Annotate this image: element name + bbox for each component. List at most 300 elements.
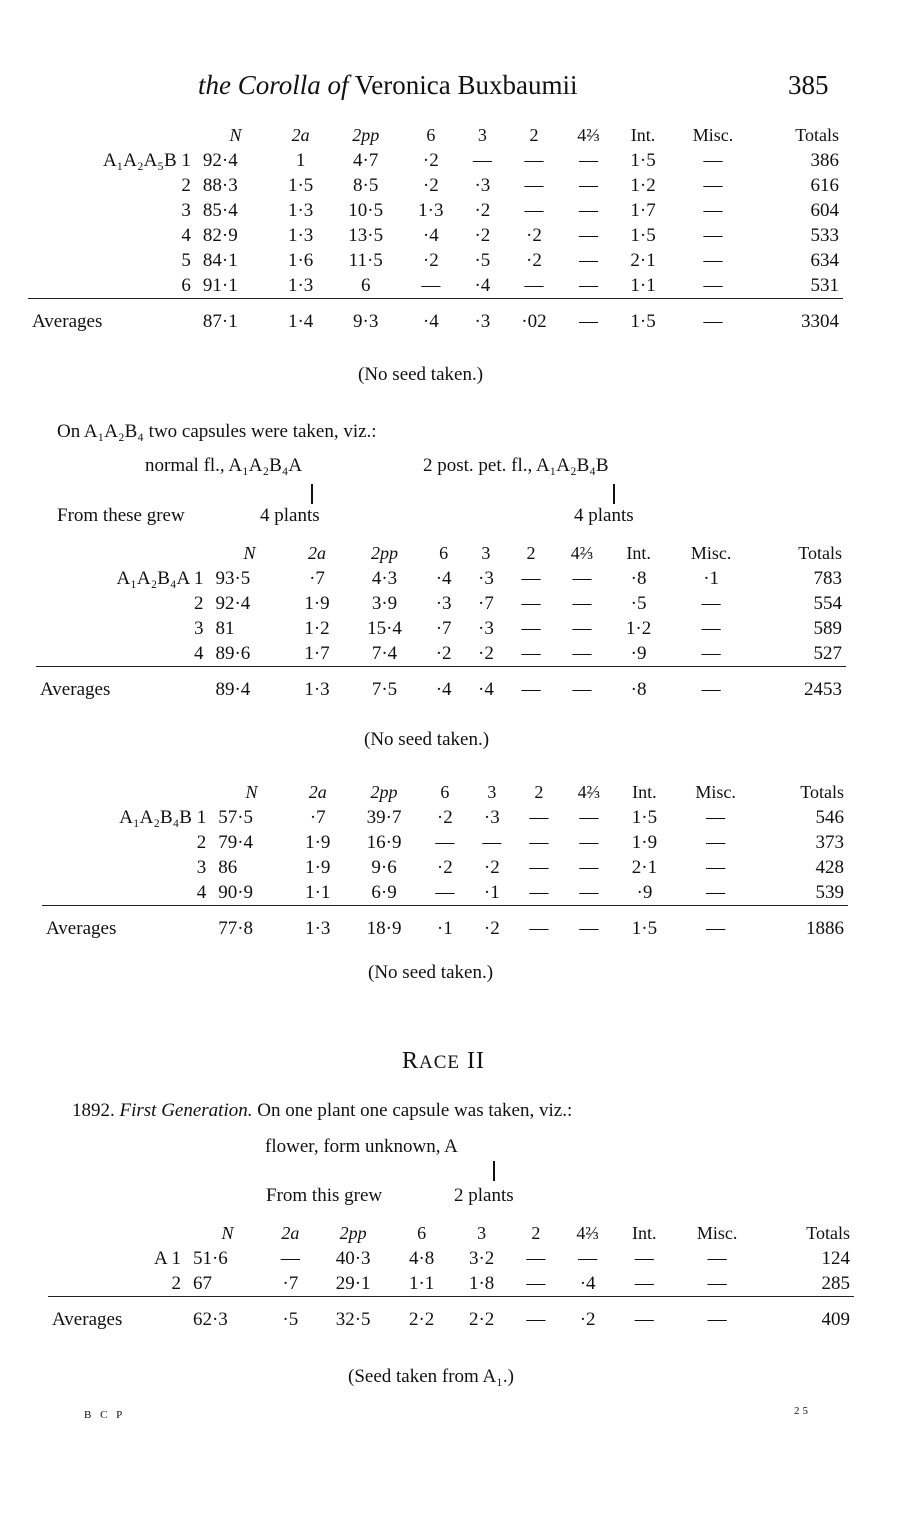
table-cell: — — [578, 224, 598, 246]
table-cell: 13·5 — [348, 224, 384, 246]
table-cell: 1·5 — [287, 174, 314, 196]
table-cell: — — [703, 249, 723, 271]
table-cell: — — [529, 806, 549, 828]
table-cell: 1·1 — [630, 274, 656, 296]
row-number: 6 — [181, 274, 191, 296]
table-cell: ·2 — [422, 249, 439, 271]
table-row — [42, 830, 848, 855]
table-cell: — — [706, 831, 726, 853]
table-cell: ·7 — [478, 592, 494, 614]
header-row — [36, 541, 846, 566]
data-table-a1a2b4b — [42, 780, 848, 941]
average-cell: 32·5 — [315, 1297, 392, 1333]
table-cell: — — [703, 174, 723, 196]
table-cell: 79·4 — [218, 831, 254, 853]
running-title — [198, 70, 577, 101]
plant-label: A₁A₂B₄B — [119, 806, 192, 828]
row-label — [28, 198, 199, 223]
table-cell: — — [703, 149, 723, 171]
table-cell: 1·5 — [630, 149, 656, 171]
table-row — [36, 591, 846, 616]
table-cell: — — [529, 881, 549, 903]
table-cell: 533 — [810, 224, 839, 246]
row-label — [42, 880, 214, 906]
table-cell: — — [707, 1247, 727, 1269]
plant-label: A₁A₂A₅B — [102, 149, 177, 171]
table-cell: ·1 — [483, 881, 500, 903]
row-number: 5 — [181, 249, 191, 271]
table-row — [28, 198, 843, 223]
column-header: Int. — [632, 1223, 657, 1243]
average-cell: 1·4 — [272, 299, 329, 335]
table-cell: 90·9 — [218, 881, 254, 903]
race-intro — [72, 1100, 572, 1122]
column-header: 4⅔ — [577, 782, 601, 802]
row-label — [28, 173, 199, 198]
left-plants: 4 plants — [260, 505, 320, 526]
average-cell: — — [515, 906, 562, 942]
table-cell: 15·4 — [367, 617, 402, 639]
table1-note: (No seed taken.) — [358, 364, 484, 385]
table-cell: 16·9 — [366, 831, 402, 853]
column-header: 6 — [439, 543, 449, 563]
row-number: 1 — [196, 806, 207, 828]
table-cell: 1·3 — [418, 199, 444, 221]
average-cell: 1·5 — [615, 906, 673, 942]
table-cell: — — [701, 642, 721, 664]
column-header: 2pp — [352, 125, 380, 145]
column-header: Totals — [800, 782, 844, 802]
column-header: 2 — [534, 782, 544, 802]
race-flower: flower, form unknown, A — [265, 1136, 458, 1157]
row-label — [36, 641, 211, 667]
table-cell: ·2 — [526, 249, 542, 271]
table-cell: ·2 — [483, 856, 500, 878]
table-cell: — — [529, 856, 549, 878]
header-row — [48, 1221, 854, 1246]
table-cell: 539 — [815, 881, 844, 903]
column-header: Totals — [795, 125, 839, 145]
average-cell: — — [672, 299, 755, 335]
table-cell: — — [701, 592, 721, 614]
column-header: 6 — [426, 125, 436, 145]
table-cell: 1·2 — [625, 617, 652, 639]
average-cell: 3304 — [754, 299, 843, 335]
table-cell: — — [524, 199, 544, 221]
column-header: Misc. — [695, 782, 736, 802]
table-row — [36, 566, 846, 591]
column-header: N — [245, 782, 258, 802]
table-cell: — — [572, 642, 592, 664]
column-header: N — [243, 543, 256, 563]
average-cell: 1·5 — [615, 299, 672, 335]
table-row — [42, 880, 848, 906]
table-cell: 84·1 — [202, 249, 238, 271]
table-cell: 91·1 — [202, 274, 238, 296]
table-cell: — — [526, 1247, 546, 1269]
column-header: Misc. — [692, 125, 734, 145]
table-cell: 67 — [192, 1272, 212, 1294]
table-cell: 92·4 — [215, 592, 251, 614]
data-table-a1a2b4a — [36, 541, 846, 702]
right-plants: 4 plants — [574, 505, 634, 526]
table-row — [28, 273, 843, 299]
table-cell: — — [579, 856, 599, 878]
column-header: 2 — [526, 543, 536, 563]
data-table-race2 — [48, 1221, 854, 1332]
table-cell: 1·2 — [630, 174, 656, 196]
table-cell: 57·5 — [218, 806, 254, 828]
average-cell: ·3 — [459, 299, 505, 335]
table-cell: — — [529, 831, 549, 853]
table-cell: 89·6 — [215, 642, 251, 664]
header-blank — [36, 541, 211, 566]
table-cell: — — [521, 567, 541, 589]
table-cell: 4·7 — [353, 149, 379, 171]
table-row — [28, 148, 843, 173]
row-number: 2 — [181, 174, 191, 196]
row-label — [42, 830, 214, 855]
table-cell: ·2 — [435, 642, 452, 664]
table-cell: — — [578, 1247, 598, 1269]
table-cell: — — [703, 224, 723, 246]
page-number: 385 — [788, 70, 829, 100]
average-cell: ·4 — [402, 299, 459, 335]
row-number: 1 — [181, 149, 191, 171]
title-italic: the Corolla of — [198, 70, 349, 100]
averages-row — [48, 1297, 854, 1333]
table-cell: ·4 — [435, 567, 452, 589]
table-cell: — — [526, 1272, 546, 1294]
table-cell: 82·9 — [202, 224, 238, 246]
table-cell: 1 — [295, 149, 306, 171]
table-cell: — — [524, 274, 544, 296]
average-cell: ·4 — [423, 667, 465, 703]
row-label — [28, 248, 199, 273]
table-cell: ·2 — [422, 174, 439, 196]
table-cell: — — [703, 274, 723, 296]
capsule-right-label: 2 post. pet. fl., A₁A₂B₄B — [423, 455, 609, 476]
table-cell: — — [524, 174, 544, 196]
row-number: 4 — [181, 224, 191, 246]
table-cell: 9·6 — [371, 856, 397, 878]
table-cell: 10·5 — [348, 199, 384, 221]
table-row — [48, 1246, 854, 1271]
table-cell: 88·3 — [202, 174, 238, 196]
averages-label: Averages — [42, 906, 214, 942]
plant-label: A₁A₂B₄A — [116, 567, 190, 589]
average-cell: ·2 — [560, 1297, 615, 1333]
table-cell: ·4 — [579, 1272, 596, 1294]
column-header: N — [221, 1223, 234, 1243]
table-cell: 6·9 — [371, 881, 397, 903]
row-number: 2 — [171, 1272, 181, 1294]
race-heading-first: R — [402, 1048, 420, 1074]
table-cell: — — [578, 249, 598, 271]
lineage-line-left — [311, 484, 313, 504]
table-cell: 92·4 — [202, 149, 238, 171]
table-cell: 1·5 — [630, 224, 656, 246]
grew-label: From these grew — [57, 505, 185, 526]
column-header: 2a — [307, 543, 326, 563]
table-cell: 3·2 — [468, 1247, 495, 1269]
table-cell: — — [572, 567, 592, 589]
average-cell: — — [562, 299, 614, 335]
table-row — [36, 641, 846, 667]
average-cell: — — [555, 667, 609, 703]
table-cell: — — [472, 149, 492, 171]
table-cell: ·3 — [478, 617, 494, 639]
column-header: 3 — [487, 782, 497, 802]
table-cell: 1·6 — [287, 249, 314, 271]
table-cell: — — [578, 199, 598, 221]
race-heading-number: II — [460, 1048, 485, 1074]
table-cell: ·9 — [630, 642, 647, 664]
average-cell: 77·8 — [214, 906, 289, 942]
table-cell: ·2 — [474, 199, 491, 221]
table-cell: 1·5 — [631, 806, 658, 828]
table-cell: 616 — [810, 174, 839, 196]
header-row — [42, 780, 848, 805]
average-cell: — — [674, 1297, 761, 1333]
table4-note: (Seed taken from A₁.) — [348, 1366, 514, 1387]
table-row — [36, 616, 846, 641]
race-generation: First Generation. — [119, 1100, 253, 1121]
table-cell: — — [578, 149, 598, 171]
capsules-intro: On A₁A₂B₄ two capsules were taken, viz.: — [57, 421, 377, 442]
table-cell: — — [701, 617, 721, 639]
average-cell: ·4 — [465, 667, 507, 703]
column-header: Int. — [632, 782, 657, 802]
average-cell: 2·2 — [392, 1297, 452, 1333]
table-cell: — — [707, 1272, 727, 1294]
column-header: 4⅔ — [570, 543, 594, 563]
table-cell: ·3 — [474, 174, 491, 196]
row-label — [28, 273, 199, 299]
column-header: 4⅔ — [577, 125, 600, 145]
table-cell: — — [435, 831, 455, 853]
row-label — [48, 1271, 189, 1297]
row-label — [36, 591, 211, 616]
average-cell: — — [562, 906, 615, 942]
table-cell: 1·9 — [305, 831, 331, 853]
average-cell: 87·1 — [199, 299, 272, 335]
table-cell: 1·3 — [287, 199, 314, 221]
row-label — [42, 805, 214, 830]
table-cell: — — [435, 881, 455, 903]
average-cell: 7·5 — [347, 667, 423, 703]
column-header: 2a — [308, 782, 327, 802]
column-header: Totals — [806, 1223, 850, 1243]
table-cell: 604 — [810, 199, 839, 221]
averages-label: Averages — [48, 1297, 189, 1333]
header-blank — [42, 780, 214, 805]
table-cell: 531 — [810, 274, 839, 296]
table-cell: ·3 — [478, 567, 494, 589]
table-cell: — — [706, 856, 726, 878]
average-cell: 1·3 — [287, 667, 346, 703]
average-cell: 89·4 — [211, 667, 287, 703]
row-number: 3 — [196, 856, 207, 878]
column-header: Int. — [630, 125, 656, 145]
table-cell: — — [572, 592, 592, 614]
table-cell: ·2 — [436, 806, 453, 828]
table-cell: 1·9 — [631, 831, 658, 853]
table-cell: — — [579, 806, 599, 828]
table-row — [42, 855, 848, 880]
table-cell: ·5 — [474, 249, 491, 271]
table-cell: — — [521, 592, 541, 614]
table-cell: 7·4 — [371, 642, 398, 664]
average-cell: ·02 — [505, 299, 562, 335]
column-header: Misc. — [696, 1223, 738, 1243]
average-cell: — — [507, 667, 555, 703]
table-cell: 2·1 — [630, 249, 656, 271]
column-header: 3 — [481, 543, 491, 563]
table-cell: 527 — [813, 642, 842, 664]
table-cell: 1·3 — [287, 224, 314, 246]
column-header: 2a — [281, 1223, 300, 1243]
table-cell: ·5 — [630, 592, 647, 614]
table-row — [28, 223, 843, 248]
table-cell: 85·4 — [202, 199, 238, 221]
row-label — [36, 566, 211, 591]
table-cell: ·2 — [474, 224, 491, 246]
table-cell: 428 — [815, 856, 844, 878]
average-cell: 2453 — [754, 667, 846, 703]
row-number: 4 — [196, 881, 207, 903]
table-cell: — — [280, 1247, 300, 1269]
table-cell: ·3 — [435, 592, 452, 614]
column-header: 2a — [291, 125, 310, 145]
table-cell: — — [706, 881, 726, 903]
column-header: 6 — [440, 782, 450, 802]
footer-signature: B C P — [84, 1409, 126, 1421]
table-cell: 86 — [218, 856, 238, 878]
table-cell: ·3 — [483, 806, 500, 828]
table-cell: — — [706, 806, 726, 828]
column-header: N — [229, 125, 242, 145]
data-table-a1a2a5b — [28, 123, 843, 334]
table-cell: ·7 — [309, 806, 326, 828]
table-cell: 8·5 — [353, 174, 379, 196]
row-label — [28, 148, 199, 173]
averages-row — [28, 299, 843, 335]
table3-note: (No seed taken.) — [368, 962, 494, 983]
table-cell: — — [521, 642, 541, 664]
table-cell: 1·7 — [630, 199, 656, 221]
average-cell: ·1 — [421, 906, 468, 942]
averages-row — [36, 667, 846, 703]
table-cell: 634 — [810, 249, 839, 271]
averages-row — [42, 906, 848, 942]
row-number: 4 — [193, 642, 204, 664]
average-cell: ·2 — [468, 906, 515, 942]
table-cell: 4·8 — [408, 1247, 435, 1269]
row-number: 3 — [193, 617, 204, 639]
table-row — [42, 805, 848, 830]
table-cell: 81 — [215, 617, 235, 639]
column-header: Totals — [798, 543, 842, 563]
table-cell: — — [524, 149, 544, 171]
footer-sheet-number: 25 — [794, 1405, 811, 1417]
table-cell: — — [572, 617, 592, 639]
table-cell: 51·6 — [192, 1247, 228, 1269]
race-plants: 2 plants — [454, 1185, 514, 1206]
plant-label: A — [154, 1247, 167, 1269]
table-cell: — — [579, 831, 599, 853]
averages-label: Averages — [36, 667, 211, 703]
table-cell: 40·3 — [335, 1247, 371, 1269]
column-header: 3 — [477, 125, 487, 145]
average-cell: 1·3 — [289, 906, 347, 942]
header-blank — [28, 123, 199, 148]
table-cell: 93·5 — [215, 567, 251, 589]
table-cell: 1·7 — [304, 642, 330, 664]
table-cell: 1·8 — [468, 1272, 495, 1294]
table-cell: 1·9 — [305, 856, 331, 878]
table-cell: ·2 — [478, 642, 494, 664]
row-label — [42, 855, 214, 880]
table-cell: 39·7 — [366, 806, 402, 828]
row-number: 3 — [181, 199, 191, 221]
average-cell: 409 — [761, 1297, 854, 1333]
title-plain: Veronica Buxbaumii — [348, 70, 578, 100]
average-cell: ·5 — [266, 1297, 315, 1333]
table-cell: — — [634, 1272, 654, 1294]
table-cell: 6 — [360, 274, 371, 296]
average-cell: ·8 — [609, 667, 668, 703]
race-grew: From this grew — [266, 1185, 383, 1206]
average-cell: 62·3 — [189, 1297, 266, 1333]
table-cell: 1·1 — [408, 1272, 435, 1294]
race-year: 1892. — [72, 1100, 115, 1121]
table-cell: 29·1 — [335, 1272, 371, 1294]
header-row — [28, 123, 843, 148]
table-cell: — — [521, 617, 541, 639]
averages-label: Averages — [28, 299, 199, 335]
row-number: 2 — [193, 592, 204, 614]
column-header: 3 — [477, 1223, 487, 1243]
table-cell: 1·1 — [305, 881, 331, 903]
table-cell: ·4 — [422, 224, 439, 246]
column-header: 2pp — [339, 1223, 367, 1243]
average-cell: — — [668, 667, 754, 703]
column-header: 2pp — [370, 782, 398, 802]
table-row — [28, 248, 843, 273]
table-cell: — — [482, 831, 502, 853]
average-cell: — — [615, 1297, 673, 1333]
table-row — [48, 1271, 854, 1297]
table-cell: — — [579, 881, 599, 903]
average-cell: — — [512, 1297, 561, 1333]
table-cell: — — [703, 199, 723, 221]
column-header: Int. — [626, 543, 651, 563]
capsule-left-label: normal fl., A₁A₂B₄A — [145, 455, 303, 476]
table-cell: 554 — [813, 592, 842, 614]
table-cell: ·9 — [636, 881, 653, 903]
table-cell: 1·9 — [304, 592, 330, 614]
table-cell: 783 — [813, 567, 842, 589]
table-cell: 373 — [815, 831, 844, 853]
row-number: 2 — [196, 831, 207, 853]
row-label — [28, 223, 199, 248]
table-cell: 3·9 — [371, 592, 398, 614]
section-heading — [402, 1048, 485, 1075]
table-cell: 589 — [813, 617, 842, 639]
lineage-line-race — [493, 1161, 495, 1181]
race-heading-rest: ACE — [419, 1052, 461, 1073]
